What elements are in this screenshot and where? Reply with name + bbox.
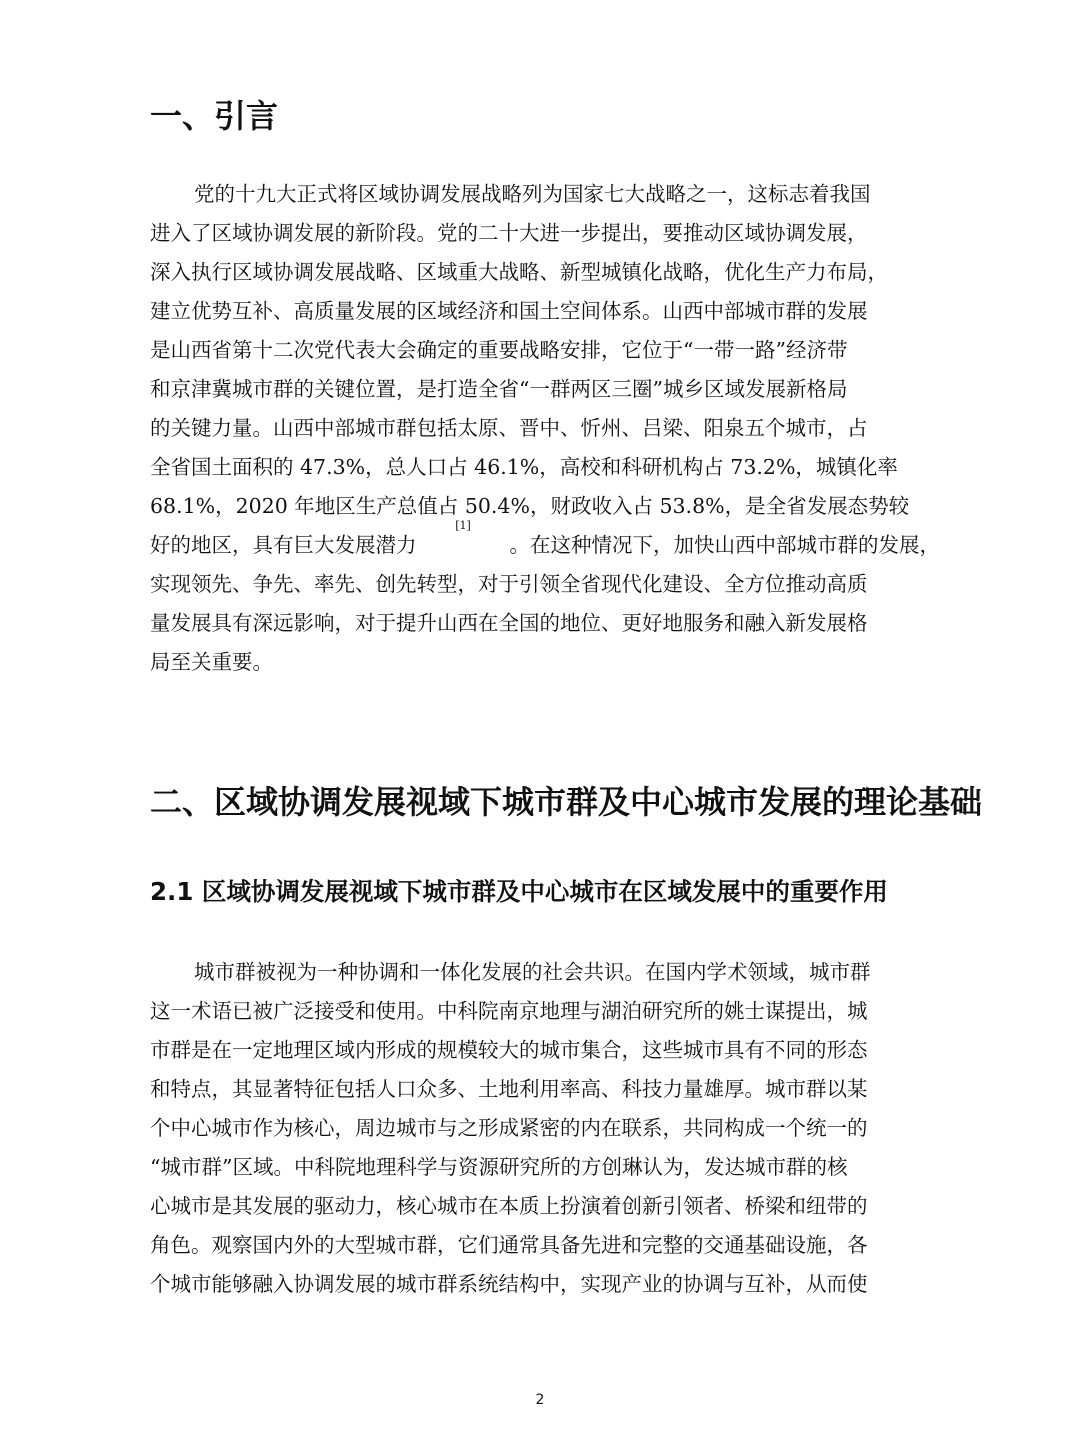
paragraph-line-with-citation bbox=[150, 519, 940, 565]
paragraph-line: 党的十九大正式将区域协调发展战略列为国家七大战略之一，这标志着我国 bbox=[194, 182, 871, 206]
line-text-before-citation: 好的地区，具有巨大发展潜力 bbox=[150, 533, 417, 557]
paragraph-line: 进入了区域协调发展的新阶段。党的二十大进一步提出，要推动区域协调发展， bbox=[150, 221, 868, 245]
paragraph-line: 心城市是其发展的驱动力，核心城市在本质上扮演着创新引领者、桥梁和纽带的 bbox=[150, 1194, 868, 1218]
paragraph-line: 全省国土面积的 47.3%，总人口占 46.1%，高校和科研机构占 73.2%，城镇化率 bbox=[150, 455, 898, 479]
paragraph-line: 和京津冀城市群的关键位置，是打造全省“一群两区三圈”城乡区域发展新格局 bbox=[150, 377, 848, 401]
paragraph-line: 市群是在一定地理区域内形成的规模较大的城市集合，这些城市具有不同的形态 bbox=[150, 1038, 868, 1062]
paragraph-line: 量发展具有深远影响，对于提升山西在全国的地位、更好地服务和融入新发展格 bbox=[150, 611, 868, 635]
theory-paragraph bbox=[150, 953, 940, 1304]
page-number: 2 bbox=[535, 1392, 545, 1408]
section-heading-theory: 二、区域协调发展视域下城市群及中心城市发展的理论基础 bbox=[150, 783, 983, 821]
line-text-after-citation: 。在这种情况下，加快山西中部城市群的发展， bbox=[509, 533, 940, 557]
subsection-heading: 2.1 区域协调发展视域下城市群及中心城市在区域发展中的重要作用 bbox=[150, 877, 888, 906]
paragraph-line: 个中心城市作为核心，周边城市与之形成紧密的内在联系，共同构成一个统一的 bbox=[150, 1116, 868, 1140]
section-heading-introduction: 一、引言 bbox=[150, 97, 279, 135]
paragraph-line: 局至关重要。 bbox=[150, 650, 273, 674]
paragraph-line: 是山西省第十二次党代表大会确定的重要战略安排，它位于“一带一路”经济带 bbox=[150, 338, 848, 362]
paragraph-line: 这一术语已被广泛接受和使用。中科院南京地理与湖泊研究所的姚士谋提出，城 bbox=[150, 999, 868, 1023]
paragraph-line: 个城市能够融入协调发展的城市群系统结构中，实现产业的协调与互补，从而使 bbox=[150, 1272, 868, 1296]
paragraph-line: 角色。观察国内外的大型城市群，它们通常具备先进和完整的交通基础设施，各 bbox=[150, 1233, 868, 1257]
paragraph-line: 深入执行区域协调发展战略、区域重大战略、新型城镇化战略，优化生产力布局， bbox=[150, 260, 888, 284]
paragraph-line: 的关键力量。山西中部城市群包括太原、晋中、忻州、吕梁、阳泉五个城市，占 bbox=[150, 416, 868, 440]
paragraph-line: 实现领先、争先、率先、创先转型，对于引领全省现代化建设、全方位推动高质 bbox=[150, 572, 868, 596]
paragraph-line: 城市群被视为一种协调和一体化发展的社会共识。在国内学术领域，城市群 bbox=[194, 960, 871, 984]
citation-reference: [1] bbox=[455, 519, 471, 532]
paragraph-line: 建立优势互补、高质量发展的区域经济和国土空间体系。山西中部城市群的发展 bbox=[150, 299, 868, 323]
paragraph-line: 和特点，其显著特征包括人口众多、土地利用率高、科技力量雄厚。城市群以某 bbox=[150, 1077, 868, 1101]
paragraph-line: 68.1%，2020 年地区生产总值占 50.4%，财政收入占 53.8%，是全省发展态势较 bbox=[150, 494, 910, 518]
paragraph-line: “城市群”区域。中科院地理科学与资源研究所的方创琳认为，发达城市群的核 bbox=[150, 1155, 848, 1179]
introduction-paragraph bbox=[150, 175, 940, 682]
